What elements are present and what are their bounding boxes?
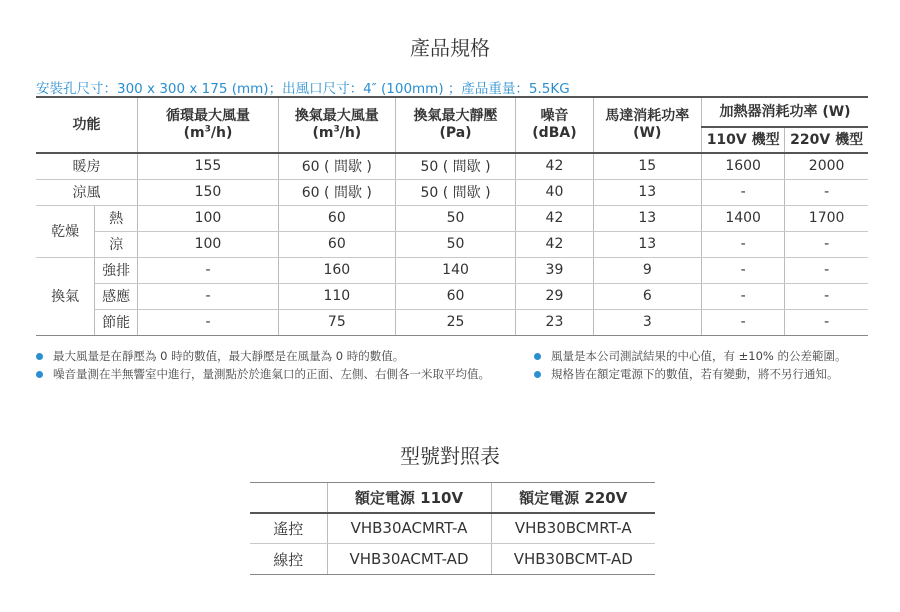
bullet-icon <box>534 371 541 378</box>
table-row: 遙控 VHB30ACMRT-A VHB30BCMRT-A <box>250 513 655 544</box>
col-noise: 噪音 (dBA) <box>516 97 593 153</box>
table-row: 涼 100 60 50 42 13 - - <box>36 231 868 257</box>
spec-title: 產品規格 <box>410 36 490 60</box>
note-item: 最大風量是在靜壓為 0 時的數值，最大靜壓是在風量為 0 時的數值。 <box>36 347 490 365</box>
note-item: 風量是本公司測試結果的中心值，有 ±10% 的公差範圍。 <box>534 347 847 365</box>
note-item: 規格皆在額定電源下的數值，若有變動，將不另行通知。 <box>534 365 847 383</box>
notes-right <box>534 347 847 383</box>
col-vent-pressure: 換氣最大靜壓 (Pa) <box>395 97 516 153</box>
notes-left <box>36 347 490 383</box>
col-heater-220: 220V 機型 <box>785 127 868 153</box>
spec-table <box>36 96 868 336</box>
col-function: 功能 <box>36 97 137 153</box>
col-circ-airflow: 循環最大風量 $(m^3/h)$ <box>137 97 278 153</box>
model-table <box>250 482 655 575</box>
table-row: 換氣 強排 - 160 140 39 9 - - <box>36 257 868 283</box>
table-row: 節能 - 75 25 23 3 - - <box>36 309 868 335</box>
group-vent: 換氣 <box>36 257 95 335</box>
bullet-icon <box>36 371 43 378</box>
bullet-icon <box>36 353 43 360</box>
group-dry: 乾燥 <box>36 205 95 257</box>
col-vent-airflow: 換氣最大風量 $(m^3/h)$ <box>278 97 395 153</box>
table-row: 線控 VHB30ACMT-AD VHB30BCMT-AD <box>250 544 655 575</box>
table-row: 涼風 150 60 ( 間歇 ) 50 ( 間歇 ) 40 13 - - <box>36 179 868 205</box>
bullet-icon <box>534 353 541 360</box>
note-item: 噪音量測在半無響室中進行，量測點於於進氣口的正面、左側、右側各一米取平均值。 <box>36 365 490 383</box>
table-row: 暖房 155 60 ( 間歇 ) 50 ( 間歇 ) 42 15 1600 2000 <box>36 153 868 179</box>
install-dimensions-info: 安裝孔尺寸：300 x 300 x 175 (mm)；出風口尺寸：4″ (100mm) ；產品重量：5.5KG <box>36 81 570 97</box>
model-col-blank <box>250 483 327 513</box>
col-motor-power: 馬達消耗功率 (W) <box>593 97 702 153</box>
table-row: 感應 - 110 60 29 6 - - <box>36 283 868 309</box>
model-col-110: 額定電源 110V <box>327 483 491 513</box>
model-col-220: 額定電源 220V <box>491 483 655 513</box>
col-heater-power: 加熱器消耗功率 (W) <box>702 97 868 127</box>
col-heater-110: 110V 機型 <box>702 127 785 153</box>
model-title: 型號對照表 <box>400 444 500 468</box>
table-row: 乾燥 熱 100 60 50 42 13 1400 1700 <box>36 205 868 231</box>
